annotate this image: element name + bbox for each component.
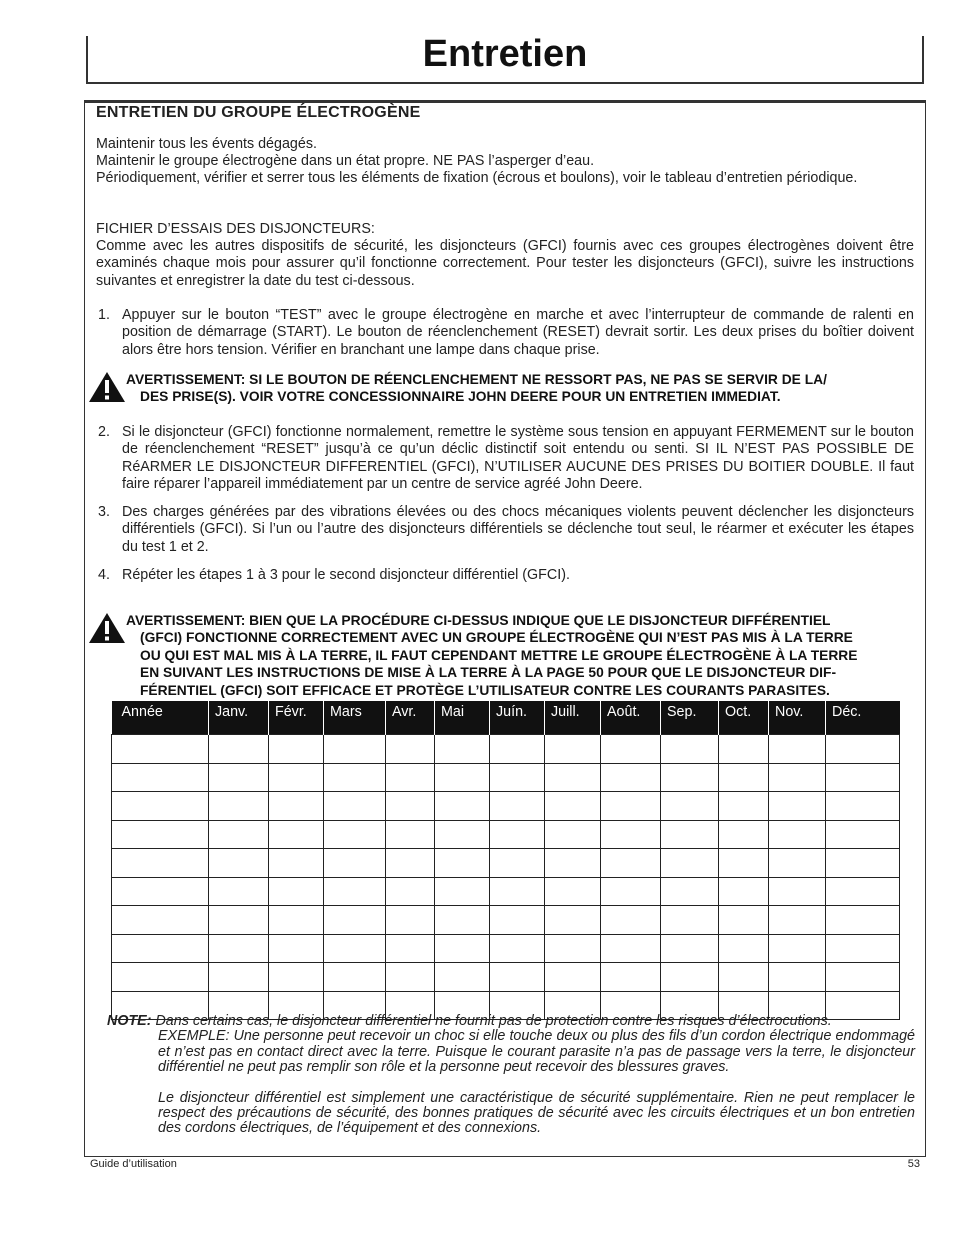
table-cell[interactable] (269, 820, 324, 849)
table-cell[interactable] (112, 792, 209, 821)
table-cell[interactable] (324, 906, 386, 935)
step-text: Appuyer sur le bouton “TEST” avec le groupe électrogène en marche et avec l’interrupteur de commande de ralenti en position de démarrage (START). Le bouton de réenclenchement (RESET) devrait sortir. Les deux prises du boîtier doivent alors être hors tension. Vérifier en branchant une lampe dans chaque prise. (122, 307, 914, 358)
table-cell[interactable] (209, 963, 269, 992)
table-cell[interactable] (324, 849, 386, 878)
table-cell[interactable] (661, 820, 719, 849)
table-cell[interactable] (601, 735, 661, 764)
table-cell[interactable] (490, 792, 545, 821)
table-cell[interactable] (435, 934, 490, 963)
table-cell[interactable] (769, 792, 826, 821)
table-cell[interactable] (601, 963, 661, 992)
table-cell[interactable] (324, 792, 386, 821)
table-cell[interactable] (112, 934, 209, 963)
table-cell[interactable] (324, 934, 386, 963)
table-cell[interactable] (490, 763, 545, 792)
warning-2-line-2: (GFCI) FONCTIONNE CORRECTEMENT AVEC UN GROUPE ÉLECTROGÈNE QUI N’EST PAS MIS À LA TERRE (140, 630, 853, 646)
table-cell[interactable] (324, 963, 386, 992)
step-number: 4. (98, 567, 110, 583)
step-number: 3. (98, 504, 110, 520)
table-cell[interactable] (601, 877, 661, 906)
warning-1-line-1: AVERTISSEMENT: SI LE BOUTON DE RÉENCLENCHEMENT NE RESSORT PAS, NE PAS SE SERVIR DE LA/ (126, 372, 827, 387)
table-cell[interactable] (661, 963, 719, 992)
warning-1 (86, 371, 926, 406)
gfci-test-log-table (111, 701, 900, 1020)
warning-2-line-4: EN SUIVANT LES INSTRUCTIONS DE MISE À LA TERRE À LA PAGE 50 POUR QUE LE DISJONCTEUR DIF- (140, 665, 837, 681)
table-cell[interactable] (826, 763, 900, 792)
footer-page-number: 53 (907, 1158, 920, 1170)
table-cell[interactable] (490, 934, 545, 963)
table-cell[interactable] (769, 963, 826, 992)
table-cell[interactable] (601, 763, 661, 792)
table-cell[interactable] (719, 735, 769, 764)
table-row (112, 934, 900, 963)
table-cell[interactable] (324, 735, 386, 764)
table-cell[interactable] (490, 849, 545, 878)
page-title: Entretien (422, 33, 588, 75)
table-cell[interactable] (112, 763, 209, 792)
header-year: Année (112, 701, 209, 735)
warning-1-line-2: DES PRISE(S). VOIR VOTRE CONCESSIONNAIRE JOHN DEERE POUR UN ENTRETIEN IMMEDIAT. (140, 389, 781, 405)
table-cell[interactable] (826, 735, 900, 764)
header-may: Mai (435, 701, 490, 735)
table-row (112, 820, 900, 849)
step-4 (96, 567, 914, 584)
note-label: NOTE: (107, 1013, 152, 1029)
footer-guide-label: Guide d’utilisation (90, 1158, 177, 1170)
table-cell[interactable] (826, 906, 900, 935)
table-cell[interactable] (719, 763, 769, 792)
table-cell[interactable] (545, 820, 601, 849)
table-cell[interactable] (826, 792, 900, 821)
title-box (86, 33, 924, 84)
header-dec: Déc. (826, 701, 900, 735)
table-cell[interactable] (435, 849, 490, 878)
table-cell[interactable] (435, 763, 490, 792)
table-cell[interactable] (324, 763, 386, 792)
table-row (112, 849, 900, 878)
step-3 (96, 504, 914, 556)
note-first-line: Dans certains cas, le disjoncteur différentiel ne fournit pas de protection contre les risques d’électrocutions. (155, 1013, 832, 1029)
header-sep: Sep. (661, 701, 719, 735)
table-cell[interactable] (601, 906, 661, 935)
intro-line-3: Périodiquement, vérifier et serrer tous les éléments de fixation (écrous et boulons), voir le tableau d’entretien périodique. (96, 170, 858, 186)
table-cell[interactable] (545, 792, 601, 821)
header-mar: Mars (324, 701, 386, 735)
table-cell[interactable] (435, 820, 490, 849)
table-cell[interactable] (601, 849, 661, 878)
table-cell[interactable] (386, 934, 435, 963)
table-cell[interactable] (324, 820, 386, 849)
table-cell[interactable] (386, 849, 435, 878)
header-nov: Nov. (769, 701, 826, 735)
table-cell[interactable] (209, 906, 269, 935)
table-cell[interactable] (386, 877, 435, 906)
step-text: Des charges générées par des vibrations élevées ou des chocs mécaniques violents peuvent déclencher les disjoncteurs différentiels (GFCI). Si l’un ou l’autre des disjoncteurs différentiels se déclenche tout seul, le réarmer et exécuter les étapes du test 1 et 2. (122, 504, 914, 555)
table-cell[interactable] (769, 735, 826, 764)
table-cell[interactable] (826, 820, 900, 849)
warning-2-line-1: AVERTISSEMENT: BIEN QUE LA PROCÉDURE CI-DESSUS INDIQUE QUE LE DISJONCTEUR DIFFÉRENTIEL (126, 613, 831, 628)
table-cell[interactable] (269, 849, 324, 878)
table-cell[interactable] (386, 763, 435, 792)
intro-line-2: Maintenir le groupe électrogène dans un état propre. NE PAS l’asperger d’eau. (96, 153, 595, 169)
header-oct: Oct. (719, 701, 769, 735)
header-jul: Juill. (545, 701, 601, 735)
table-cell[interactable] (112, 877, 209, 906)
note-paragraph-1: EXEMPLE: Une personne peut recevoir un choc si elle touche deux ou plus des fils d’un cordon électrique endommagé et n’est pas en contact direct avec la terre. Puisque le courant parasite n’a pas de passage vers la terre, le disjoncteur différentiel ne peut pas remplir son rôle et la personne peut recevoir des blessures graves. (158, 1028, 915, 1076)
table-cell[interactable] (435, 792, 490, 821)
table-cell[interactable] (209, 849, 269, 878)
header-feb: Févr. (269, 701, 324, 735)
table-cell[interactable] (490, 877, 545, 906)
step-text: Si le disjoncteur (GFCI) fonctionne normalement, remettre le système sous tension en appuyant FERMEMENT sur le bouton de réenclenchement “RESET” jusqu’à ce qu’un déclic distinctif soit entendu ou senti. SI IL N’EST PAS POSSIBLE DE RéARMER LE DISJONCTEUR DIFFERENTIEL (GFCI), N’UTILISER AUCUNE DES PRISES DU BOITIER DOUBLE. Il faut faire réparer l’appareil immédiatement par un centre de service agréé John Deere. (122, 424, 914, 493)
table-cell[interactable] (112, 735, 209, 764)
table-cell[interactable] (769, 849, 826, 878)
table-cell[interactable] (435, 735, 490, 764)
table-cell[interactable] (435, 963, 490, 992)
table-cell[interactable] (324, 877, 386, 906)
table-cell[interactable] (386, 735, 435, 764)
section-heading: ENTRETIEN DU GROUPE ÉLECTROGÈNE (96, 104, 421, 121)
table-cell[interactable] (269, 735, 324, 764)
table-row (112, 792, 900, 821)
table-cell[interactable] (112, 849, 209, 878)
table-cell[interactable] (719, 963, 769, 992)
table-cell[interactable] (490, 735, 545, 764)
table-cell[interactable] (545, 963, 601, 992)
step-2 (96, 424, 914, 494)
table-cell[interactable] (661, 849, 719, 878)
step-number: 2. (98, 424, 110, 440)
table-cell[interactable] (490, 820, 545, 849)
table-cell[interactable] (661, 735, 719, 764)
table-cell[interactable] (661, 763, 719, 792)
table-cell[interactable] (545, 735, 601, 764)
header-aug: Août. (601, 701, 661, 735)
table-cell[interactable] (769, 934, 826, 963)
table-cell[interactable] (826, 849, 900, 878)
table-cell[interactable] (601, 934, 661, 963)
warning-2 (86, 612, 926, 699)
table-cell[interactable] (661, 934, 719, 963)
table-cell[interactable] (661, 792, 719, 821)
table-cell[interactable] (269, 792, 324, 821)
table-row (112, 877, 900, 906)
gfci-test-heading: FICHIER D’ESSAIS DES DISJONCTEURS: (96, 221, 375, 237)
table-cell[interactable] (209, 820, 269, 849)
table-cell[interactable] (386, 792, 435, 821)
table-cell[interactable] (209, 877, 269, 906)
step-number: 1. (98, 307, 110, 323)
table-cell[interactable] (386, 963, 435, 992)
table-cell[interactable] (826, 963, 900, 992)
table-cell[interactable] (490, 906, 545, 935)
table-cell[interactable] (269, 763, 324, 792)
table-cell[interactable] (386, 906, 435, 935)
table-cell[interactable] (719, 792, 769, 821)
header-apr: Avr. (386, 701, 435, 735)
header-jun: Juín. (490, 701, 545, 735)
table-cell[interactable] (112, 963, 209, 992)
table-header-row (112, 701, 900, 735)
table-cell[interactable] (826, 934, 900, 963)
table-cell[interactable] (545, 934, 601, 963)
table-cell[interactable] (435, 906, 490, 935)
table-cell[interactable] (719, 849, 769, 878)
table-cell[interactable] (209, 735, 269, 764)
table-cell[interactable] (719, 820, 769, 849)
table-row (112, 906, 900, 935)
table-cell[interactable] (769, 820, 826, 849)
table-cell[interactable] (545, 763, 601, 792)
table-cell[interactable] (209, 934, 269, 963)
table-cell[interactable] (661, 906, 719, 935)
warning-2-line-5: FÉRENTIEL (GFCI) SOIT EFFICACE ET PROTÈGE L’UTILISATEUR CONTRE LES COURANTS PARASITES. (140, 682, 830, 698)
table-cell[interactable] (545, 849, 601, 878)
intro-line-1: Maintenir tous les évents dégagés. (96, 136, 317, 152)
note-block (107, 1014, 915, 1137)
table-cell[interactable] (545, 906, 601, 935)
table-cell[interactable] (112, 906, 209, 935)
table-cell[interactable] (769, 906, 826, 935)
table-row (112, 963, 900, 992)
step-text: Répéter les étapes 1 à 3 pour le second disjoncteur différentiel (GFCI). (122, 567, 570, 583)
table-cell[interactable] (719, 906, 769, 935)
table-cell[interactable] (601, 792, 661, 821)
table-cell[interactable] (490, 963, 545, 992)
table-cell[interactable] (769, 763, 826, 792)
table-cell[interactable] (545, 877, 601, 906)
table-row (112, 735, 900, 764)
gfci-test-body: Comme avec les autres dispositifs de sécurité, les disjoncteurs (GFCI) fournis avec ces groupes électrogènes doivent être examinés chaque mois pour assurer qu’il fonctionne correctement. Pour tester les disjoncteurs (GFCI), suivre les instructions suivantes et enregistrer la date du test ci-dessous. (96, 238, 914, 289)
header-jan: Janv. (209, 701, 269, 735)
table-row (112, 763, 900, 792)
table-cell[interactable] (209, 763, 269, 792)
warning-triangle-icon (88, 612, 126, 648)
warning-triangle-icon (88, 371, 126, 407)
table-cell[interactable] (269, 906, 324, 935)
table-cell[interactable] (661, 877, 719, 906)
note-paragraph-2: Le disjoncteur différentiel est simplement une caractéristique de sécurité supplémentaire. Rien ne peut remplacer le respect des précautions de sécurité, des bonnes pratiques de sécurité avec les circuits électriques et un bon entretien des cordons électriques, de l’équipement et des connexions. (158, 1089, 915, 1137)
table-cell[interactable] (601, 820, 661, 849)
table-cell[interactable] (386, 820, 435, 849)
table-cell[interactable] (269, 877, 324, 906)
table-cell[interactable] (826, 877, 900, 906)
table-body (112, 735, 900, 1020)
step-1 (96, 307, 914, 359)
table-cell[interactable] (269, 934, 324, 963)
table-cell[interactable] (769, 877, 826, 906)
table-cell[interactable] (435, 877, 490, 906)
table-cell[interactable] (112, 820, 209, 849)
table-cell[interactable] (269, 963, 324, 992)
warning-2-line-3: OU QUI EST MAL MIS À LA TERRE, IL FAUT CEPENDANT METTRE LE GROUPE ÉLECTROGÈNE À LA TERRE (140, 647, 858, 663)
table-cell[interactable] (719, 877, 769, 906)
table-cell[interactable] (719, 934, 769, 963)
table-cell[interactable] (209, 792, 269, 821)
